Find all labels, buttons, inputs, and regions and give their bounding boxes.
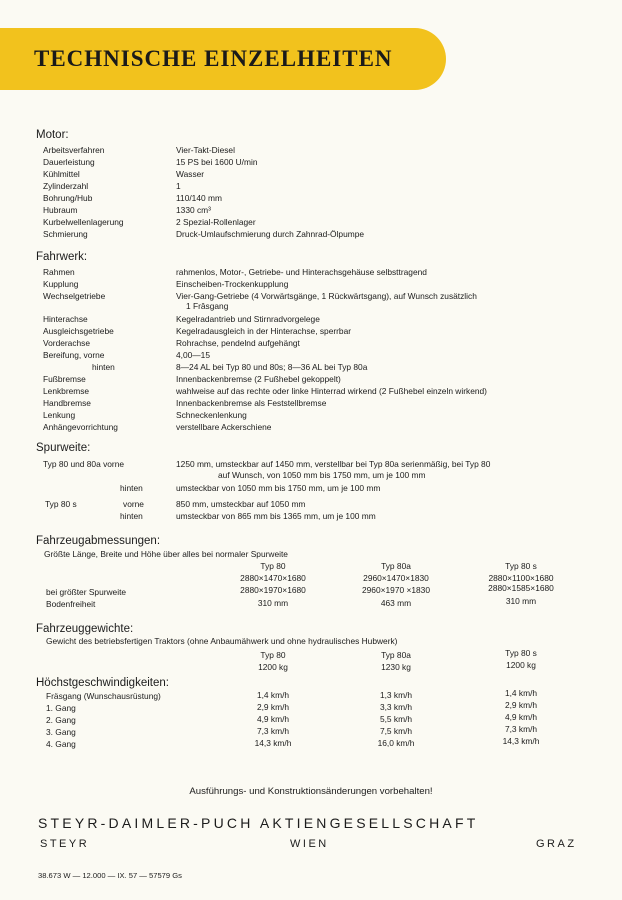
spec-value: 1 Frâsgang [186, 301, 229, 311]
company-name: STEYR-DAIMLER-PUCH AKTIENGESELLSCHAFT [38, 815, 479, 831]
spec-label: Lenkung [43, 410, 76, 420]
spurweite-label-vorne: vorne [123, 499, 144, 509]
spec-label: Arbeitsverfahren [43, 145, 105, 155]
print-code: 38.673 W — 12.000 — IX. 57 — 57579 Gs [38, 871, 182, 880]
spurweite-label-typ80s: Typ 80 s [45, 499, 77, 509]
speed-value: 5,5 km/h [379, 714, 413, 724]
type-header: Typ 80 s [505, 648, 537, 658]
spurweite-value: umsteckbar von 1050 mm bis 1750 mm, um je 100 mm [176, 483, 381, 493]
fahrwerk-heading: Fahrwerk: [36, 251, 88, 263]
spec-value: 1 [176, 181, 181, 191]
city-graz: GRAZ [536, 838, 577, 850]
spec-value: Rohrachse, pendelnd aufgehängt [176, 338, 300, 348]
dim-value: 2880×1970×1680 [240, 585, 306, 595]
dim-value: 2880×1470×1680 [240, 573, 306, 583]
spec-value: Kegelradausgleich in der Hinterachse, sperrbar [176, 326, 352, 336]
gewichte-heading: Fahrzeuggewichte: [36, 623, 134, 635]
spec-value: Schneckenlenkung [176, 410, 247, 420]
spec-label: Schmierung [43, 229, 88, 239]
speed-value: 2,9 km/h [504, 700, 538, 710]
spec-value: Einscheiben-Trockenkupplung [176, 279, 289, 289]
spec-value: Innenbackenbremse als Feststellbremse [176, 398, 327, 408]
gear-label: 4. Gang [46, 739, 76, 749]
spurweite-value: 850 mm, umsteckbar auf 1050 mm [176, 499, 306, 509]
spec-value: Vier-Gang-Getriebe (4 Vorwärtsgänge, 1 Rückwärtsgang), auf Wunsch zusätzlich [176, 291, 477, 301]
spec-label: Kupplung [43, 279, 79, 289]
spec-value: Druck-Umlaufschmierung durch Zahnrad-Ölpumpe [176, 229, 365, 239]
boden-label: Bodenfreiheit [46, 599, 96, 609]
spec-value: Wasser [176, 169, 205, 179]
spec-label: Bereifung, vorne [43, 350, 105, 360]
page-title: TECHNISCHE EINZELHEITEN [34, 46, 393, 71]
spec-value: Vier-Takt-Diesel [176, 145, 235, 155]
speed-value: 4,9 km/h [504, 712, 538, 722]
speed-value: 7,5 km/h [379, 726, 413, 736]
spec-value: 15 PS bei 1600 U/min [176, 157, 258, 167]
gear-label: 3. Gang [46, 727, 76, 737]
spec-label: Vorderachse [43, 338, 91, 348]
spec-value: Innenbackenbremse (2 Fußhebel gekoppelt) [176, 374, 341, 384]
spec-label: Zylinderzahl [43, 181, 89, 191]
speed-value: 1,4 km/h [256, 690, 290, 700]
dim-value: 2880×1100×1680 [488, 573, 554, 583]
spec-value: 8—24 AL bei Typ 80 und 80s; 8—36 AL bei Typ 80a [176, 362, 368, 372]
speed-value: 1,4 km/h [504, 688, 538, 698]
motor-heading: Motor: [36, 129, 69, 141]
weight-value: 1200 kg [506, 660, 536, 670]
spurweite-label-hinten: hinten [120, 511, 143, 521]
spec-label: Rahmen [43, 267, 75, 277]
spurweite-heading: Spurweite: [36, 442, 91, 454]
speed-value: 14,3 km/h [502, 736, 540, 746]
spec-label: Kühlmittel [43, 169, 80, 179]
spec-label: Lenkbremse [43, 386, 90, 396]
speed-value: 16,0 km/h [377, 738, 415, 748]
spec-label: Dauerleistung [43, 157, 95, 167]
dim-value: 310 mm [505, 596, 537, 606]
city-steyr: STEYR [40, 838, 90, 850]
spec-label: Ausgleichsgetriebe [43, 326, 114, 336]
speed-value: 3,3 km/h [379, 702, 413, 712]
speed-value: 7,3 km/h [504, 724, 538, 734]
dim-value: 2960×1470×1830 [363, 573, 429, 583]
speed-value: 14,3 km/h [254, 738, 292, 748]
spurweite-value: 1250 mm, umsteckbar auf 1450 mm, verstellbar bei Typ 80a serienmäßig, bei Typ 80 [176, 459, 491, 469]
spurweite-label-typ80: Typ 80 und 80a vorne [43, 459, 125, 469]
gear-label: 2. Gang [46, 715, 76, 725]
spurweite-value: umsteckbar von 865 mm bis 1365 mm, um je 100 mm [176, 511, 376, 521]
spurweite-label-hinten: hinten [120, 483, 143, 493]
spec-label: Hubraum [43, 205, 78, 215]
gear-label: 1. Gang [46, 703, 76, 713]
speed-value: 7,3 km/h [256, 726, 290, 736]
spec-value: 110/140 mm [176, 193, 222, 203]
speed-value: 2,9 km/h [256, 702, 290, 712]
spec-value: rahmenlos, Motor-, Getriebe- und Hinterachsgehäuse selbsttragend [176, 267, 427, 277]
spec-value: verstellbare Ackerschiene [176, 422, 272, 432]
weight-value: 1200 kg [258, 662, 288, 672]
spec-label: Kurbelwellenlagerung [43, 217, 124, 227]
speed-value: 4,9 km/h [256, 714, 290, 724]
spec-label: Bohrung/Hub [43, 193, 93, 203]
spec-value: wahlweise auf das rechte oder linke Hinterrad wirkend (2 Fußhebel einzeln wirkend) [176, 386, 487, 396]
type-header: Typ 80 [260, 650, 286, 660]
spec-label: Wechselgetriebe [43, 291, 106, 301]
type-header: Typ 80a [381, 650, 411, 660]
abmessungen-heading: Fahrzeugabmessungen: [36, 535, 161, 547]
spec-label: hinten [92, 362, 115, 372]
spec-value: 1330 cm³ [176, 205, 211, 215]
spec-label: Anhängevorrichtung [43, 422, 118, 432]
speed-value: 1,3 km/h [379, 690, 413, 700]
spec-value: Kegelradantrieb und Stirnradvorgelege [176, 314, 320, 324]
geschwindigkeit-heading: Höchstgeschwindigkeiten: [36, 677, 169, 689]
abmessungen-subtitle: Größte Länge, Breite und Höhe über alles bei normaler Spurweite [44, 549, 288, 559]
dim-value: 2960×1970 ×1830 [361, 585, 430, 595]
weight-value: 1230 kg [381, 662, 411, 672]
spec-value: 2 Spezial-Rollenlager [176, 217, 256, 227]
spec-value: 4,00—15 [176, 350, 210, 360]
gewichte-subtitle: Gewicht des betriebsfertigen Traktors (ohne Anbaumähwerk und ohne hydraulisches Hubwerk) [46, 636, 398, 646]
spurweite-value: auf Wunsch, von 1050 mm bis 1750 mm, um je 100 mm [218, 470, 426, 480]
city-wien: WIEN [290, 838, 329, 850]
dim-value: 310 mm [257, 598, 289, 608]
gear-label: Fräsgang (Wunschausrüstung) [46, 691, 161, 701]
disclaimer-note: Ausführungs- und Konstruktionsänderungen vorbehalten! [189, 786, 433, 797]
groesste-label: bei größter Spurweite [46, 587, 127, 597]
type-header: Typ 80 s [505, 561, 537, 571]
dim-value: 2880×1585×1680 [488, 583, 554, 593]
type-header: Typ 80 [260, 561, 286, 571]
spec-label: Hinterachse [43, 314, 88, 324]
dim-value: 463 mm [380, 598, 412, 608]
spec-label: Handbremse [43, 398, 91, 408]
type-header: Typ 80a [381, 561, 411, 571]
spec-label: Fußbremse [43, 374, 86, 384]
